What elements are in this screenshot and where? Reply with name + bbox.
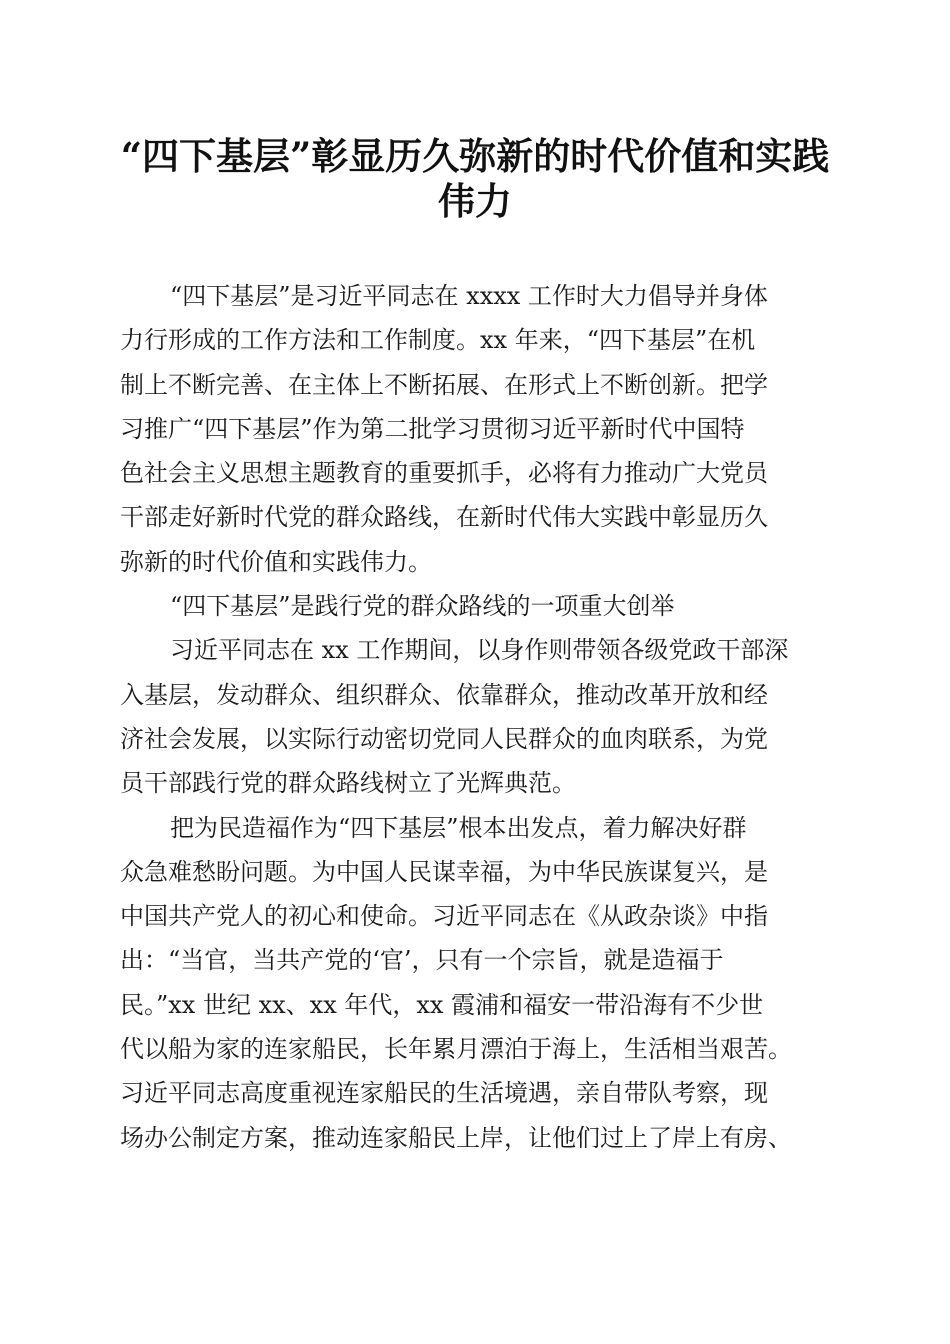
body-text-line: “四下基层”是践行党的群众路线的一项重大创举 bbox=[170, 592, 675, 621]
body-text-line: 员干部践行党的群众路线树立了光辉典范。 bbox=[120, 769, 576, 798]
body-text-line: 习近平同志高度重视连家船民的生活境遇，亲自带队考察，现 bbox=[120, 1079, 768, 1108]
body-text-line: 把为民造福作为“四下基层”根本出发点，着力解决好群 bbox=[170, 813, 747, 842]
document-title bbox=[100, 134, 850, 224]
body-text-line: 代以船为家的连家船民，长年累月漂泊于海上，生活相当艰苦。 bbox=[120, 1035, 792, 1064]
body-text-line: 干部走好新时代党的群众路线，在新时代伟大实践中彰显历久 bbox=[120, 503, 768, 532]
body-text-line: 众急难愁盼问题。为中国人民谋幸福，为中华民族谋复兴，是 bbox=[120, 857, 768, 886]
body-text-line: 制上不断完善、在主体上不断拓展、在形式上不断创新。把学 bbox=[120, 370, 768, 399]
body-text-line: 弥新的时代价值和实践伟力。 bbox=[120, 547, 432, 576]
body-text-line: 入基层，发动群众、组织群众、依靠群众，推动改革开放和经 bbox=[120, 680, 768, 709]
body-text-line: 习近平同志在 xx 工作期间，以身作则带领各级党政干部深 bbox=[170, 636, 789, 665]
body-text-line: 济社会发展，以实际行动密切党同人民群众的血肉联系，为党 bbox=[120, 724, 768, 753]
title-line-1: “四下基层”彰显历久弥新的时代价值和实践 bbox=[120, 134, 830, 178]
body-text-line: 色社会主义思想主题教育的重要抓手，必将有力推动广大党员 bbox=[120, 459, 768, 488]
body-text-line: 场办公制定方案，推动连家船民上岸，让他们过上了岸上有房、 bbox=[120, 1123, 792, 1152]
body-text-line: 民。”xx 世纪 xx、xx 年代，xx 霞浦和福安一带沿海有不少世 bbox=[120, 990, 764, 1019]
body-text-line: “四下基层”是习近平同志在 xxxx 工作时大力倡导并身体 bbox=[170, 282, 768, 310]
body-text-line: 中国共产党人的初心和使命。习近平同志在《从政杂谈》中指 bbox=[120, 902, 768, 931]
body-text-line: 习推广“四下基层”作为第二批学习贯彻习近平新时代中国特 bbox=[120, 414, 745, 443]
body-text-line: 出：“当官，当共产党的‘官’，只有一个宗旨，就是造福于 bbox=[120, 946, 724, 975]
title-line-2: 伟力 bbox=[438, 179, 512, 223]
document-body bbox=[120, 274, 838, 1160]
body-text-line: 力行形成的工作方法和工作制度。xx 年来，“四下基层”在机 bbox=[120, 326, 756, 355]
